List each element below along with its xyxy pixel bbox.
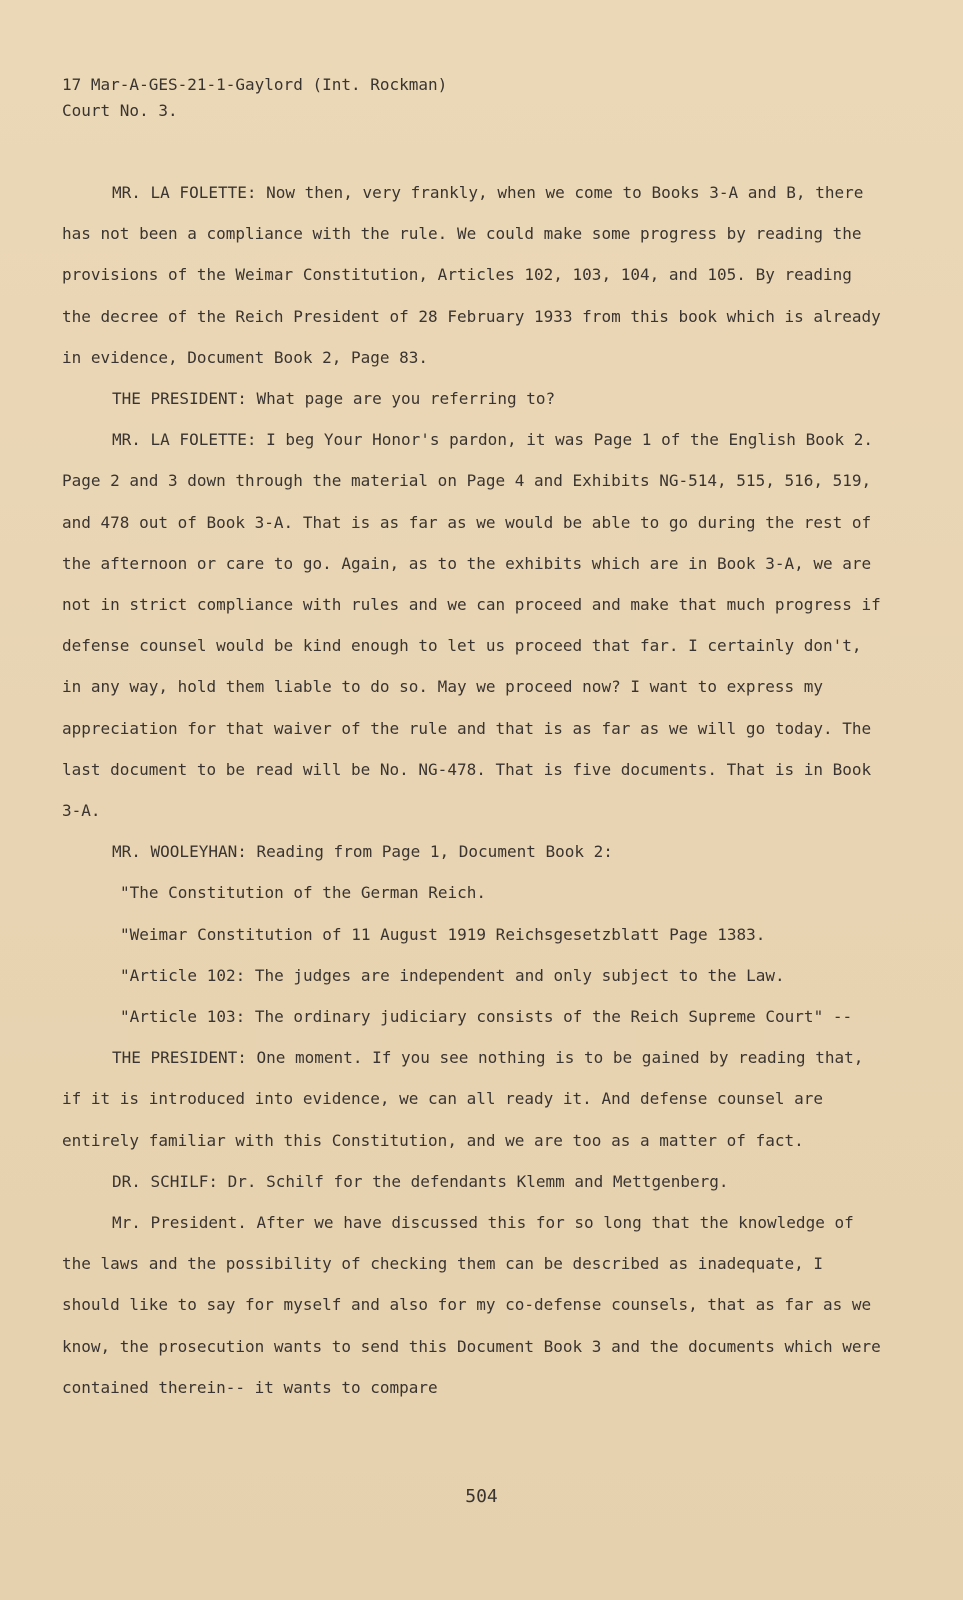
header-court: Court No. 3. [62,101,178,120]
header [62,72,447,124]
paragraph: Mr. President. After we have discussed this for so long that the knowledge of the laws and the possibility of checking them can be described as inadequate, I should like to say for myself and also for my co-defense counsels, that as far as we know, the prosecution wants to send this Document Book 3 and the documents which were contained therein-- it wants to compare [62,1213,881,1397]
page-number: 504 [465,1486,498,1507]
quoted-line: "The Constitution of the German Reich. [120,883,487,903]
paragraph: MR. WOOLEYHAN: Reading from Page 1, Document Book 2: [112,842,613,862]
quoted-line: "Article 102: The judges are independent and only subject to the Law. [120,965,785,985]
quoted-line: "Article 103: The ordinary judiciary consists of the Reich Supreme Court" -- [120,1007,853,1027]
paragraph: THE PRESIDENT: What page are you referring to? [112,389,556,409]
paragraph: DR. SCHILF: Dr. Schilf for the defendants Klemm and Mettgenberg. [112,1171,729,1191]
paragraph: MR. LA FOLETTE: Now then, very frankly, when we come to Books 3-A and B, there has not been a compliance with the rule. We could make some progress by reading the provisions of the Weimar Constitution, Articles 102, 103, 104, and 105. By reading the decree of the Reich President of 28 February 1933 from this book which is already in evidence, Document Book 2, Page 83. [62,183,881,367]
paragraph: THE PRESIDENT: One moment. If you see nothing is to be gained by reading that, if it is introduced into evidence, we can all ready it. And defense counsel are entirely familiar with this Constitution, and we are too as a matter of fact. [62,1048,864,1150]
paragraph: MR. LA FOLETTE: I beg Your Honor's pardon, it was Page 1 of the English Book 2. Page 2 and 3 down through the material on Page 4 and Exhibits NG-514, 515, 516, 519, and 478 out of Book 3-A. That is as far as we would be able to go during the rest of the afternoon or care to go. Again, as to the exhibits which are in Book 3-A, we are not in strict compliance with rules and we can proceed and make that much progress if defense counsel would be kind enough to let us proceed that far. I certainly don't, in any way, hold them liable to do so. May we proceed now? I want to express my appreciation for that waiver of the rule and that is as far as we will go today. The last document to be read will be No. NG-478. That is five documents. That is in Book 3-A. [62,430,881,821]
transcript-body [62,172,882,1408]
header-reference: 17 Mar-A-GES-21-1-Gaylord (Int. Rockman) [62,75,448,94]
quoted-line: "Weimar Constitution of 11 August 1919 Reichsgesetzblatt Page 1383. [120,924,766,944]
